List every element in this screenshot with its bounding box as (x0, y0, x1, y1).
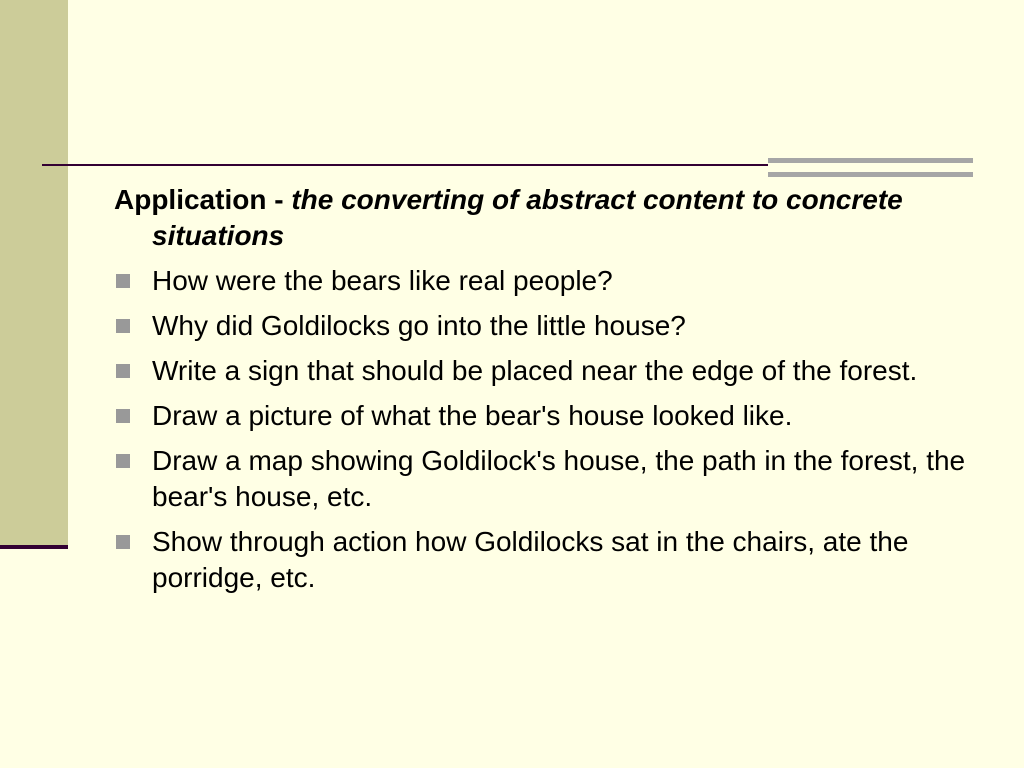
title-divider-rule (42, 164, 768, 166)
bullet-item (114, 524, 974, 596)
bullet-item (114, 353, 974, 389)
bullet-text: Why did Goldilocks go into the little house? (152, 310, 686, 341)
slide-heading (114, 182, 974, 254)
slide-body (114, 182, 974, 605)
square-bullet-icon (116, 409, 130, 423)
bullet-text: Show through action how Goldilocks sat in the chairs, ate the porridge, etc. (152, 526, 909, 593)
accent-bar-top (768, 158, 973, 163)
bullet-text: How were the bears like real people? (152, 265, 613, 296)
bullet-text: Draw a map showing Goldilock's house, the path in the forest, the bear's house, etc. (152, 445, 966, 512)
square-bullet-icon (116, 454, 130, 468)
bullet-item (114, 443, 974, 515)
accent-bar-bottom (768, 172, 973, 177)
bullet-text: Write a sign that should be placed near the edge of the forest. (152, 355, 918, 386)
left-band-underline (0, 545, 68, 549)
left-decorative-band (0, 0, 68, 545)
heading-lead: Application - (114, 184, 292, 215)
bullet-item (114, 263, 974, 299)
bullet-list (114, 263, 974, 596)
bullet-item (114, 398, 974, 434)
heading-definition: the converting of abstract content to concrete situations (152, 184, 903, 251)
square-bullet-icon (116, 364, 130, 378)
bullet-item (114, 308, 974, 344)
square-bullet-icon (116, 535, 130, 549)
bullet-text: Draw a picture of what the bear's house looked like. (152, 400, 793, 431)
square-bullet-icon (116, 274, 130, 288)
square-bullet-icon (116, 319, 130, 333)
